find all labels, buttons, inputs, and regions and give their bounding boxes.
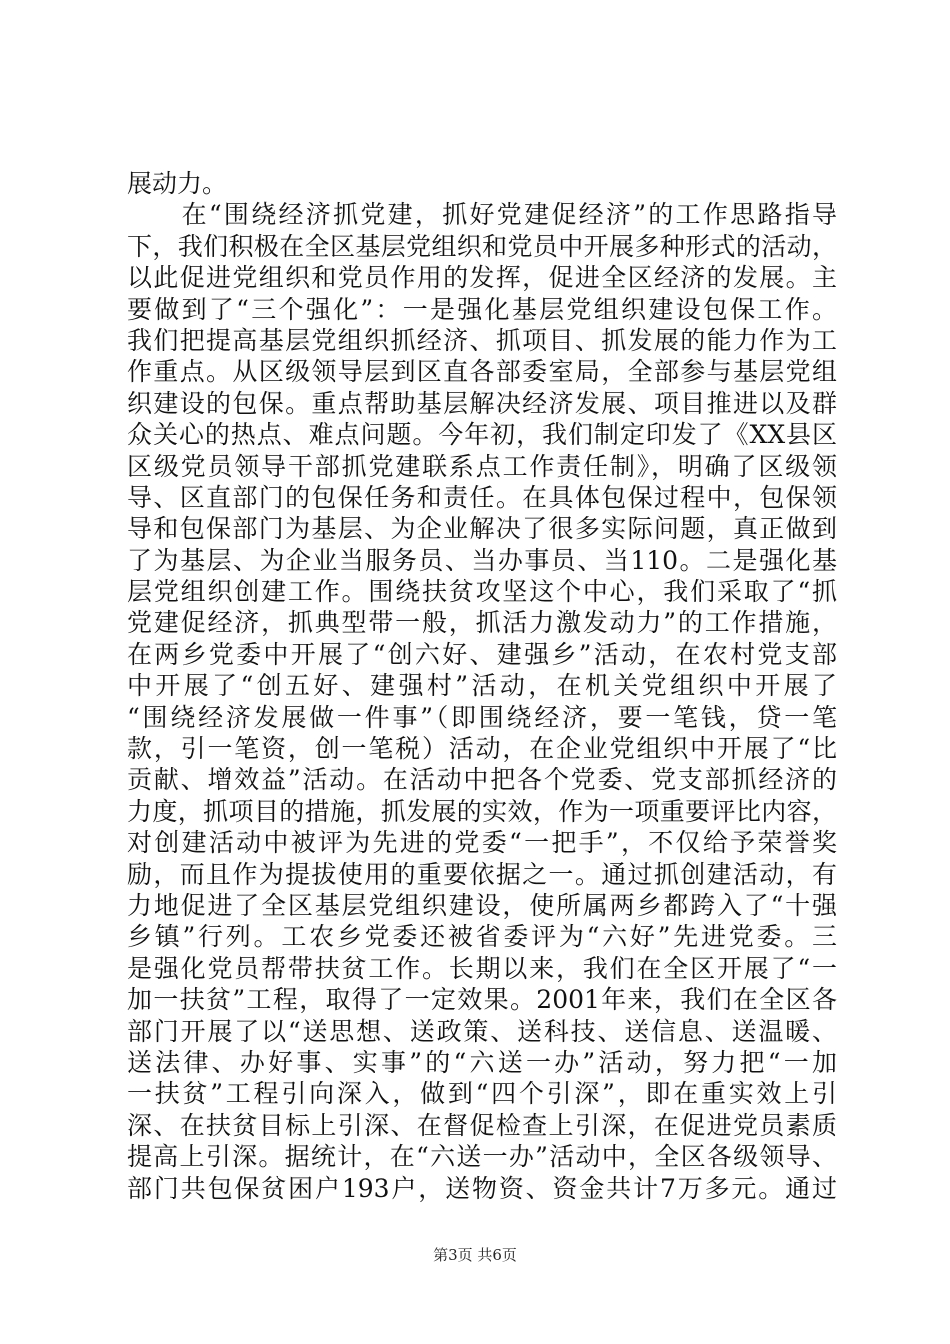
text-line: 在两乡党委中开展了“创六好、建强乡”活动，在农村党支部 — [127, 639, 837, 669]
text-line: 以此促进党组织和党员作用的发挥，促进全区经济的发展。主 — [127, 263, 837, 293]
text-line: 提高上引深。据统计，在“六送一办”活动中，全区各级领导、 — [127, 1142, 837, 1172]
text-line: 款，引一笔资，创一笔税）活动，在企业党组织中开展了“比 — [127, 734, 837, 764]
text-line: 是强化党员帮带扶贫工作。长期以来，我们在全区开展了“一 — [127, 953, 837, 983]
text-line: 党建促经济，抓典型带一般，抓活力激发动力”的工作措施， — [127, 608, 837, 638]
text-line: 部门共包保贫困户193户，送物资、资金共计7万多元。通过 — [127, 1173, 837, 1203]
text-line: 加一扶贫”工程，取得了一定效果。2001年来，我们在全区各 — [127, 985, 837, 1015]
text-line: 导、区直部门的包保任务和责任。在具体包保过程中，包保领 — [127, 482, 837, 512]
text-line: 深、在扶贫目标上引深、在督促检查上引深，在促进党员素质 — [127, 1110, 837, 1140]
text-line: 一扶贫”工程引向深入，做到“四个引深”，即在重实效上引 — [127, 1079, 837, 1109]
text-line: 区级党员领导干部抓党建联系点工作责任制》，明确了区级领 — [127, 451, 837, 481]
text-line: 导和包保部门为基层、为企业解决了很多实际问题，真正做到 — [127, 514, 837, 544]
text-line: 展动力。 — [127, 169, 228, 198]
text-line: 力地促进了全区基层党组织建设，使所属两乡都跨入了“十强 — [127, 890, 837, 920]
text-line: 要做到了“三个强化”：一是强化基层党组织建设包保工作。 — [127, 294, 837, 324]
page-footer: 第3页 共6页 — [433, 1246, 517, 1264]
text-line: 下，我们积极在全区基层党组织和党员中开展多种形式的活动， — [127, 231, 837, 261]
text-line: 层党组织创建工作。围绕扶贫攻坚这个中心，我们采取了“抓 — [127, 577, 837, 607]
text-line: 我们把提高基层党组织抓经济、抓项目、抓发展的能力作为工 — [127, 325, 837, 355]
text-line: 作重点。从区级领导层到区直各部委室局，全部参与基层党组 — [127, 357, 837, 387]
text-line: 在“围绕经济抓党建，抓好党建促经济”的工作思路指导 — [127, 200, 837, 230]
text-line: 中开展了“创五好、建强村”活动，在机关党组织中开展了 — [127, 671, 837, 701]
text-line: 乡镇”行列。工农乡党委还被省委评为“六好”先进党委。三 — [127, 922, 837, 952]
text-line: 对创建活动中被评为先进的党委“一把手”，不仅给予荣誉奖 — [127, 828, 837, 858]
text-line: “围绕经济发展做一件事”（即围绕经济，要一笔钱，贷一笔 — [127, 702, 837, 732]
text-line: 送法律、办好事、实事”的“六送一办”活动，努力把“一加 — [127, 1047, 837, 1077]
text-line: 织建设的包保。重点帮助基层解决经济发展、项目推进以及群 — [127, 388, 837, 418]
body-text — [127, 168, 837, 1204]
text-line: 励，而且作为提拔使用的重要依据之一。通过抓创建活动，有 — [127, 859, 837, 889]
text-line: 力度，抓项目的措施，抓发展的实效，作为一项重要评比内容， — [127, 796, 837, 826]
text-line: 众关心的热点、难点问题。今年初，我们制定印发了《XX县区 — [127, 420, 837, 450]
text-line: 部门开展了以“送思想、送政策、送科技、送信息、送温暖、 — [127, 1016, 837, 1046]
text-line: 贡献、增效益”活动。在活动中把各个党委、党支部抓经济的 — [127, 765, 837, 795]
text-line: 了为基层、为企业当服务员、当办事员、当110。二是强化基 — [127, 545, 837, 575]
